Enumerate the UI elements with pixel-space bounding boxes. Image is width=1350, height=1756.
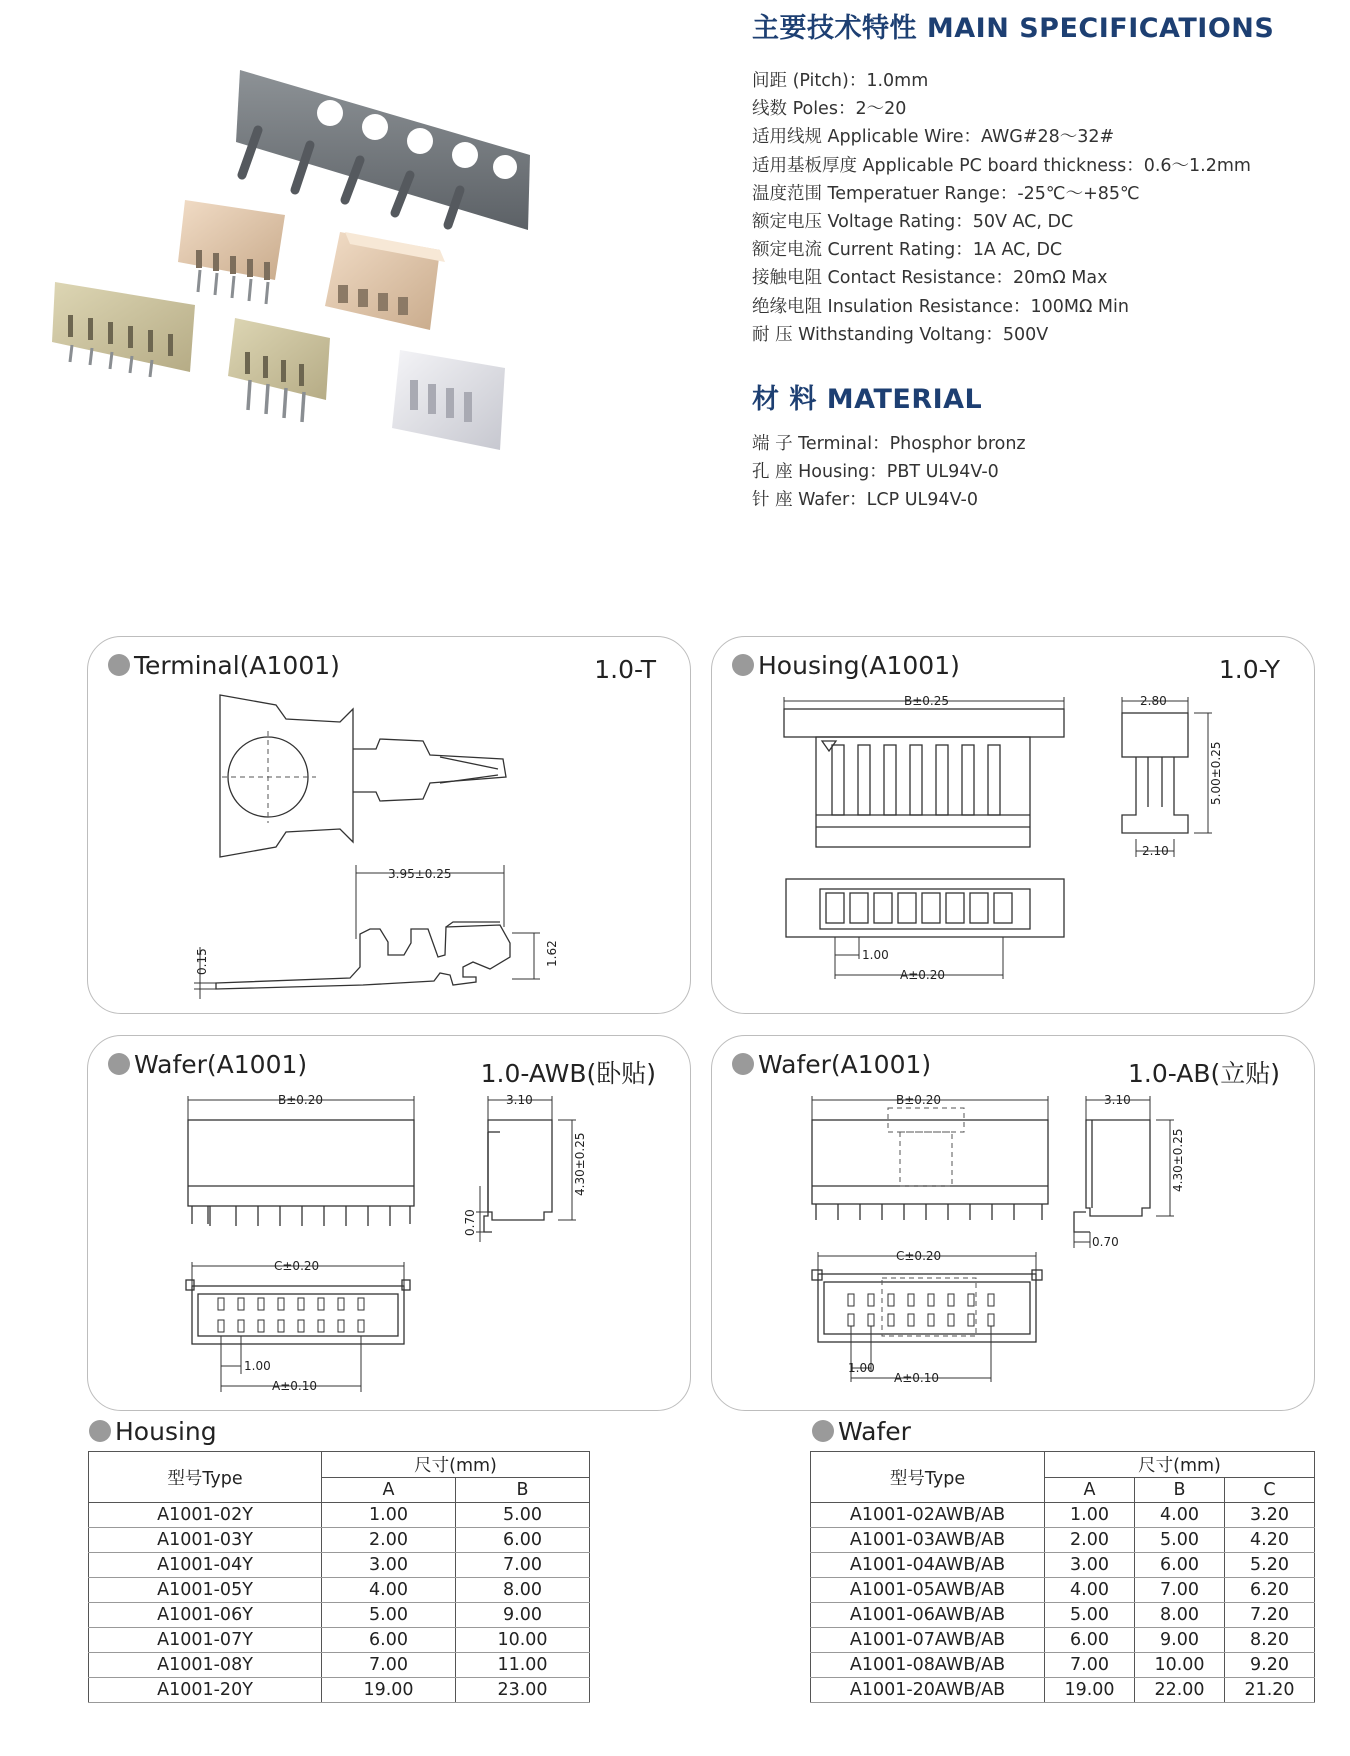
wafer-ab-width-dim: 3.10 [1104, 1093, 1131, 1107]
wafer-ab-drawing [712, 1036, 1316, 1412]
terminal-length-dim: 3.95±0.25 [388, 867, 452, 881]
housing-white-photo [392, 350, 505, 450]
table-row: A1001-03Y 2.00 6.00 [89, 1528, 590, 1553]
wafer-khaki-middle-photo [228, 318, 330, 422]
table-row: A1001-06Y 5.00 9.00 [89, 1603, 590, 1628]
housing-drawing [712, 637, 1316, 1015]
wafer-awb-foot-dim: 0.70 [463, 1209, 477, 1236]
housing-col-a: A [322, 1478, 456, 1503]
spec-line: 额定电流 Current Rating：1A AC, DC [752, 240, 1063, 261]
terminal-panel [87, 636, 691, 1014]
table-row: A1001-05AWB/AB 4.00 7.00 6.20 [811, 1578, 1315, 1603]
terminal-height-dim: 1.62 [545, 940, 559, 967]
spec-line: 温度范围 Temperatuer Range：-25℃～+85℃ [752, 183, 1140, 204]
housing-pitch-dim: 1.00 [862, 948, 889, 962]
terminal-panel-code: 1.0-T [594, 655, 656, 684]
table-row: A1001-06AWB/AB 5.00 8.00 7.20 [811, 1603, 1315, 1628]
table-row: A1001-08AWB/AB 7.00 10.00 9.20 [811, 1653, 1315, 1678]
housing-dim-header: 尺寸(mm) [322, 1452, 590, 1478]
spec-line: 适用线规 Applicable Wire：AWG#28～32# [752, 127, 1115, 148]
housing-panel-title: Housing(A1001) [732, 651, 960, 680]
wafer-awb-drawing [88, 1036, 692, 1412]
terminal-panel-title: Terminal(A1001) [108, 651, 340, 680]
wafer-ab-a-dim: A±0.10 [894, 1371, 939, 1385]
spec-line: 额定电压 Voltage Rating：50V AC, DC [752, 211, 1074, 232]
housing-table [88, 1451, 590, 1703]
wafer-ab-pitch-dim: 1.00 [848, 1361, 875, 1375]
table-row: A1001-05Y 4.00 8.00 [89, 1578, 590, 1603]
spec-line: 接触电阻 Contact Resistance：20mΩ Max [752, 268, 1108, 289]
table-row: A1001-04Y 3.00 7.00 [89, 1553, 590, 1578]
housing-panel-code: 1.0-Y [1218, 655, 1280, 684]
spec-line: 间距 (Pitch)：1.0mm [752, 71, 929, 91]
wafer-beige-photo [178, 200, 285, 304]
wafer-col-b: B [1135, 1478, 1225, 1503]
wafer-awb-c-dim: C±0.20 [274, 1259, 320, 1273]
housing-a-dim: A±0.20 [900, 968, 945, 982]
table-row: A1001-02Y 1.00 5.00 [89, 1503, 590, 1528]
wafer-ab-c-dim: C±0.20 [896, 1249, 942, 1263]
terminal-drawing [88, 637, 692, 1015]
spec-line: 线数 Poles：2～20 [752, 99, 907, 120]
housing-table-title: Housing [89, 1417, 217, 1446]
wafer-awb-a-dim: A±0.10 [272, 1379, 317, 1393]
housing-panel [711, 636, 1315, 1014]
material-title: 材 料 MATERIAL [752, 383, 983, 415]
table-row: A1001-03AWB/AB 2.00 5.00 4.20 [811, 1528, 1315, 1553]
wafer-ab-panel-title: Wafer(A1001) [732, 1050, 931, 1079]
wafer-type-header: 型号Type [811, 1452, 1045, 1503]
specifications-block [752, 6, 1342, 514]
wafer-table-body [811, 1503, 1315, 1703]
housing-type-header: 型号Type [89, 1452, 322, 1503]
wafer-ab-panel-code: 1.0-AB(立贴) [1128, 1059, 1280, 1088]
wafer-ab-panel [711, 1035, 1315, 1411]
wafer-table-title: Wafer [812, 1417, 911, 1446]
material-line: 端 子 Terminal：Phosphor bronz [752, 433, 1026, 454]
wafer-col-a: A [1045, 1478, 1135, 1503]
wafer-awb-height-dim: 4.30±0.25 [573, 1132, 587, 1196]
wafer-awb-panel-code: 1.0-AWB(卧贴) [480, 1059, 656, 1088]
table-row: A1001-20Y 19.00 23.00 [89, 1678, 590, 1703]
wafer-awb-b-dim: B±0.20 [278, 1093, 324, 1107]
wafer-ab-foot-dim: 0.70 [1092, 1235, 1119, 1249]
wafer-awb-panel [87, 1035, 691, 1411]
specifications-title: 主要技术特性 MAIN SPECIFICATIONS [752, 13, 1275, 44]
table-row: A1001-20AWB/AB 19.00 22.00 21.20 [811, 1678, 1315, 1703]
housing-col-b: B [456, 1478, 590, 1503]
spec-line: 耐 压 Withstanding Voltang：500V [752, 324, 1049, 345]
material-line: 孔 座 Housing：PBT UL94V-0 [752, 462, 999, 483]
spec-line: 绝缘电阻 Insulation Resistance：100MΩ Min [752, 296, 1129, 317]
wafer-khaki-left-photo [52, 282, 195, 377]
bullet-icon [812, 1420, 834, 1442]
table-row: A1001-02AWB/AB 1.00 4.00 3.20 [811, 1503, 1315, 1528]
housing-width-dim: 2.80 [1140, 694, 1167, 708]
housing-beige-photo [325, 232, 445, 330]
housing-depth-dim: 2.10 [1142, 844, 1169, 858]
housing-table-body [89, 1503, 590, 1703]
table-row: A1001-07AWB/AB 6.00 9.00 8.20 [811, 1628, 1315, 1653]
product-photo [0, 0, 560, 520]
wafer-awb-width-dim: 3.10 [506, 1093, 533, 1107]
table-row: A1001-04AWB/AB 3.00 6.00 5.20 [811, 1553, 1315, 1578]
wafer-awb-panel-title: Wafer(A1001) [108, 1050, 307, 1079]
wafer-ab-height-dim: 4.30±0.25 [1171, 1128, 1185, 1192]
table-row: A1001-07Y 6.00 10.00 [89, 1628, 590, 1653]
housing-height-dim: 5.00±0.25 [1209, 741, 1223, 805]
table-row: A1001-08Y 7.00 11.00 [89, 1653, 590, 1678]
terminal-thickness-dim: 0.15 [195, 948, 209, 975]
housing-b-dim: B±0.25 [904, 694, 950, 708]
wafer-awb-pitch-dim: 1.00 [244, 1359, 271, 1373]
terminal-strip-photo [236, 70, 530, 230]
spec-line: 适用基板厚度 Applicable PC board thickness：0.6～1.2mm [752, 155, 1251, 176]
wafer-table [810, 1451, 1315, 1703]
material-line: 针 座 Wafer：LCP UL94V-0 [752, 490, 978, 511]
bullet-icon [89, 1420, 111, 1442]
wafer-col-c: C [1225, 1478, 1315, 1503]
wafer-ab-b-dim: B±0.20 [896, 1093, 942, 1107]
wafer-dim-header: 尺寸(mm) [1045, 1452, 1315, 1478]
